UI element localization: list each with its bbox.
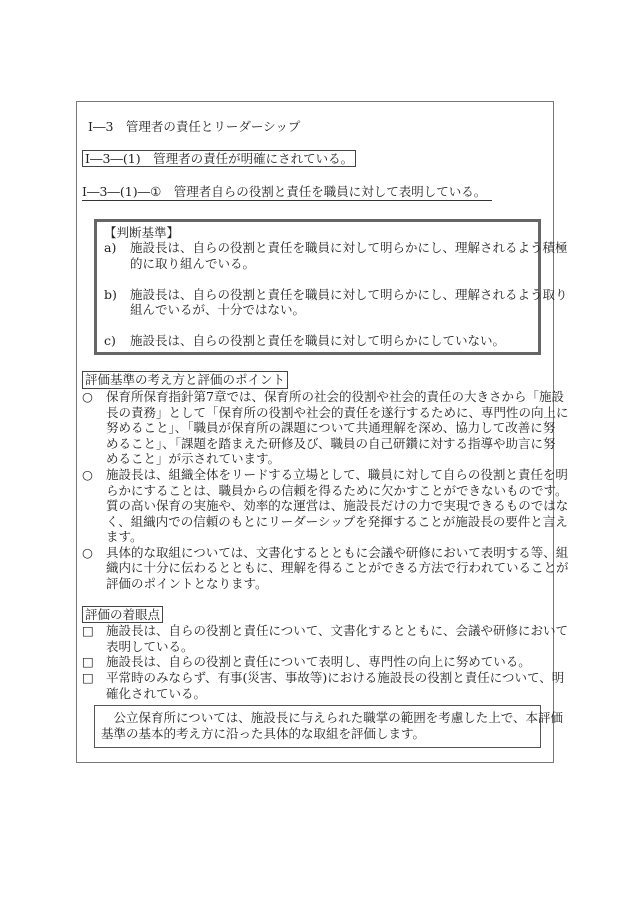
item-heading: Ⅰ―3―(1)―① 管理者自らの役割と責任を職員に対して表明している。 xyxy=(82,184,492,201)
point-item xyxy=(82,544,569,592)
focus-item xyxy=(82,623,569,654)
criteria-item xyxy=(104,240,568,271)
criteria-item-text: 施設長は、自らの役割と責任を職員に対して明らかにし、理解されるよう取り xyxy=(130,286,568,302)
criteria-item-text: 組んでいるが、十分ではない。 xyxy=(130,302,306,318)
subsection-heading: Ⅰ―3―(1) 管理者の責任が明確にされている。 xyxy=(82,150,356,168)
focus-list xyxy=(82,623,569,701)
criteria-item-text: 的に取り組んでいる。 xyxy=(130,255,256,271)
focus-item xyxy=(82,654,553,670)
point-item-text: く、組織内での信頼のもとにリーダーシップを発揮することが施設長の要件と言え xyxy=(106,513,568,529)
criteria-item-mark: c) xyxy=(104,332,116,348)
criteria-list xyxy=(104,240,568,348)
point-item-mark: ○ xyxy=(82,466,93,482)
point-item-text: らかにすることは、職員からの信頼を得るために欠かすことができないものです。 xyxy=(106,482,568,498)
focus-item-mark: □ xyxy=(82,670,94,686)
judgment-criteria-box xyxy=(94,219,568,356)
points-title: 評価基準の考え方と評価のポイント xyxy=(82,371,288,389)
focus-item-text: 施設長は、自らの役割と責任について、文書化するとともに、会議や研修において xyxy=(106,623,569,639)
point-item-text: ます。 xyxy=(106,529,143,545)
note-line: 基準の基本的考え方に沿った具体的な取組を評価します。 xyxy=(101,725,426,741)
point-item-text: 長の責務」として「保育所の役割や社会的責任を遂行するために、専門性の向上に xyxy=(106,404,569,420)
point-item-text: 保育所保育指針第7章では、保育所の社会的役割や社会的責任の大きさから「施設 xyxy=(106,388,564,404)
document-frame xyxy=(76,101,569,763)
focus-item-text: 平常時のみならず、有事(災害、事故等)における施設長の役割と責任について、明 xyxy=(106,670,565,686)
criteria-title: 【判断基準】 xyxy=(104,224,180,240)
section-heading: Ⅰ―3 管理者の責任とリーダーシップ xyxy=(88,119,301,134)
focus-item-mark: □ xyxy=(82,623,94,639)
point-item-mark: ○ xyxy=(82,544,93,560)
point-item xyxy=(82,466,569,545)
criteria-item xyxy=(104,333,538,349)
point-item-text: めること」が示されています。 xyxy=(106,451,281,467)
point-item-text: 評価のポイントとなります。 xyxy=(106,576,268,592)
note-line: 公立保育所については、施設長に与えられた職掌の範囲を考慮した上で、本評価 xyxy=(101,710,564,726)
point-item-mark: ○ xyxy=(82,388,93,404)
point-item xyxy=(82,388,569,467)
criteria-item-text: 施設長は、自らの役割と責任を職員に対して明らかにしていない。 xyxy=(130,332,506,348)
point-item-text: 具体的な取組については、文書化するとともに会議や研修において表明する等、組 xyxy=(106,544,569,560)
point-item-text: 施設長は、組織全体をリードする立場として、職員に対して自らの役割と責任を明 xyxy=(106,466,568,482)
criteria-item-text: 施設長は、自らの役割と責任を職員に対して明らかにし、理解されるよう積極 xyxy=(130,240,568,256)
criteria-item-mark: b) xyxy=(104,286,117,302)
public-nursery-note xyxy=(94,705,564,748)
points-list xyxy=(82,388,569,592)
criteria-item xyxy=(104,286,568,318)
focus-item-text: 表明している。 xyxy=(106,638,194,654)
criteria-item-mark: a) xyxy=(104,240,117,256)
focus-item-text: 施設長は、自らの役割と責任について表明し、専門性の向上に努めている。 xyxy=(106,654,531,670)
focus-item-mark: □ xyxy=(82,654,94,670)
point-item-text: 質の高い保育の実施や、効率的な運営は、施設長だけの力で実現できるものではな xyxy=(106,498,569,514)
focus-title: 評価の着眼点 xyxy=(82,606,163,624)
point-item-text: めること」、「課題を踏まえた研修及び、職員の自己研鑽に対する指導や助言に努 xyxy=(106,435,556,451)
point-item-text: 努めること」、「職員が保育所の課題について共通理解を深め、協力して改善に努 xyxy=(106,420,556,436)
point-item-text: 織内に十分に伝わるとともに、理解を得ることができる方法で行われていることが xyxy=(106,560,569,576)
focus-item-text: 確化されている。 xyxy=(106,685,207,701)
focus-item xyxy=(82,670,565,701)
